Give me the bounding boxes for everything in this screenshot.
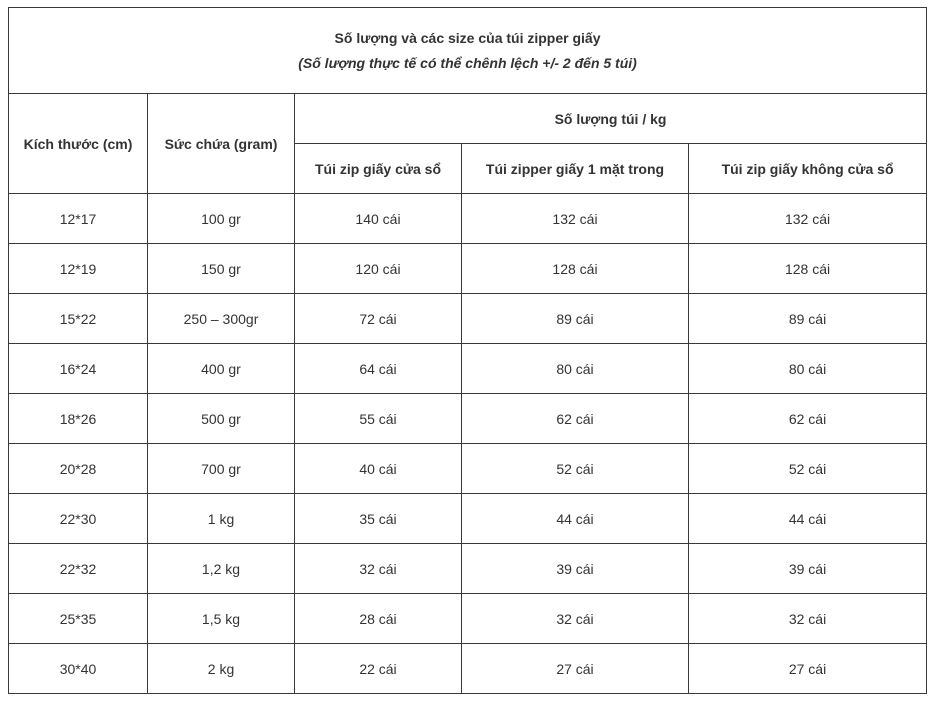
cell-window: 64 cái xyxy=(295,344,462,394)
header-size: Kích thước (cm) xyxy=(9,94,148,194)
cell-window: 120 cái xyxy=(295,244,462,294)
cell-size: 16*24 xyxy=(9,344,148,394)
cell-no-window: 89 cái xyxy=(689,294,927,344)
table-subtitle: (Số lượng thực tế có thể chênh lệch +/- 2 đến 5 túi) xyxy=(298,54,637,71)
cell-capacity: 1,2 kg xyxy=(148,544,295,594)
cell-size: 22*30 xyxy=(9,494,148,544)
cell-no-window: 132 cái xyxy=(689,194,927,244)
cell-window: 140 cái xyxy=(295,194,462,244)
cell-no-window: 27 cái xyxy=(689,644,927,694)
cell-capacity: 1 kg xyxy=(148,494,295,544)
cell-one-side: 89 cái xyxy=(462,294,689,344)
cell-size: 15*22 xyxy=(9,294,148,344)
cell-no-window: 128 cái xyxy=(689,244,927,294)
cell-window: 22 cái xyxy=(295,644,462,694)
cell-capacity: 2 kg xyxy=(148,644,295,694)
header-no-window-bag: Túi zip giấy không cửa sổ xyxy=(689,144,927,194)
cell-one-side: 32 cái xyxy=(462,594,689,644)
cell-one-side: 44 cái xyxy=(462,494,689,544)
table-row xyxy=(9,394,927,444)
cell-size: 20*28 xyxy=(9,444,148,494)
cell-no-window: 44 cái xyxy=(689,494,927,544)
cell-no-window: 39 cái xyxy=(689,544,927,594)
cell-one-side: 80 cái xyxy=(462,344,689,394)
cell-size: 18*26 xyxy=(9,394,148,444)
table-row xyxy=(9,294,927,344)
header-window-bag: Túi zip giấy cửa sổ xyxy=(295,144,462,194)
table-row xyxy=(9,344,927,394)
table-row xyxy=(9,544,927,594)
cell-one-side: 128 cái xyxy=(462,244,689,294)
cell-size: 25*35 xyxy=(9,594,148,644)
cell-capacity: 1,5 kg xyxy=(148,594,295,644)
cell-window: 55 cái xyxy=(295,394,462,444)
header-quantity-group: Số lượng túi / kg xyxy=(295,94,927,144)
table-title: Số lượng và các size của túi zipper giấy xyxy=(334,29,601,46)
table-row xyxy=(9,244,927,294)
cell-capacity: 500 gr xyxy=(148,394,295,444)
cell-one-side: 27 cái xyxy=(462,644,689,694)
cell-one-side: 52 cái xyxy=(462,444,689,494)
cell-window: 72 cái xyxy=(295,294,462,344)
cell-window: 28 cái xyxy=(295,594,462,644)
table-row xyxy=(9,644,927,694)
table-row xyxy=(9,594,927,644)
zipper-bag-size-table xyxy=(8,7,927,694)
cell-window: 32 cái xyxy=(295,544,462,594)
cell-size: 30*40 xyxy=(9,644,148,694)
cell-size: 12*19 xyxy=(9,244,148,294)
cell-no-window: 80 cái xyxy=(689,344,927,394)
cell-capacity: 100 gr xyxy=(148,194,295,244)
table-row xyxy=(9,194,927,244)
cell-capacity: 150 gr xyxy=(148,244,295,294)
header-one-side-bag: Túi zipper giấy 1 mặt trong xyxy=(462,144,689,194)
cell-size: 12*17 xyxy=(9,194,148,244)
header-capacity: Sức chứa (gram) xyxy=(148,94,295,194)
table-row xyxy=(9,494,927,544)
table-row xyxy=(9,444,927,494)
cell-no-window: 62 cái xyxy=(689,394,927,444)
cell-one-side: 62 cái xyxy=(462,394,689,444)
cell-window: 40 cái xyxy=(295,444,462,494)
cell-size: 22*32 xyxy=(9,544,148,594)
table-title-cell xyxy=(9,8,927,94)
cell-capacity: 250 – 300gr xyxy=(148,294,295,344)
cell-capacity: 400 gr xyxy=(148,344,295,394)
cell-no-window: 52 cái xyxy=(689,444,927,494)
cell-window: 35 cái xyxy=(295,494,462,544)
cell-no-window: 32 cái xyxy=(689,594,927,644)
cell-one-side: 39 cái xyxy=(462,544,689,594)
cell-one-side: 132 cái xyxy=(462,194,689,244)
cell-capacity: 700 gr xyxy=(148,444,295,494)
